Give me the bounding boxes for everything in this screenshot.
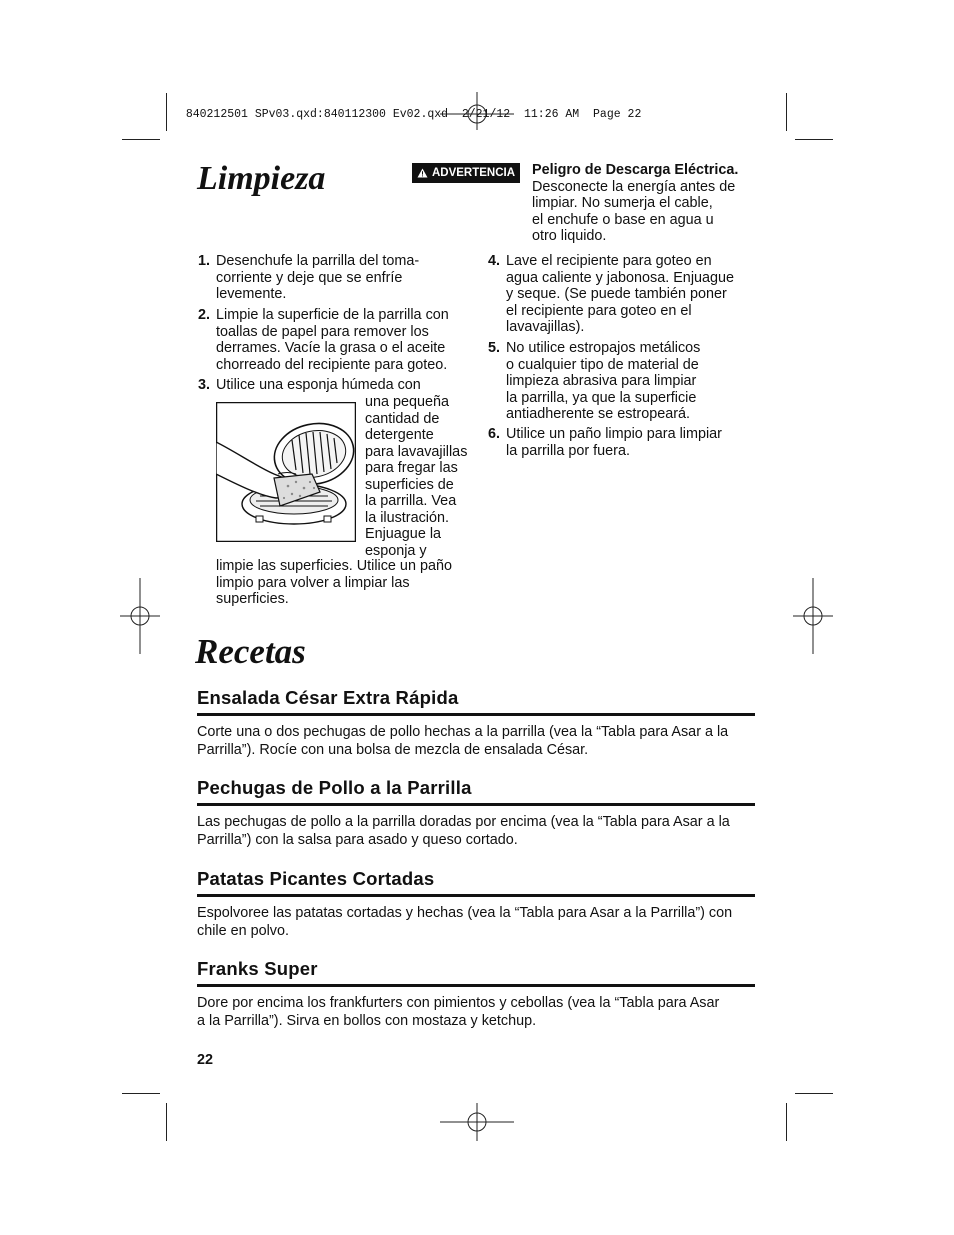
- step-line: corriente y deje que se enfríe: [216, 269, 403, 286]
- step-number: 5.: [488, 340, 501, 356]
- recipe-heading: Ensalada César Extra Rápida: [197, 687, 755, 716]
- warning-triangle-icon: [417, 168, 428, 178]
- step-line: antiadherente se estropeará.: [506, 406, 691, 422]
- warning-line: el enchufe o base en agua u: [532, 211, 714, 228]
- recipe-text: [197, 904, 757, 940]
- recipe-line: a la Parrilla”). Sirva en bollos con mostaza y ketchup.: [197, 1013, 537, 1029]
- step-line: Utilice una esponja húmeda con: [216, 377, 421, 393]
- recipe-line: Parrilla”). Rocíe con una bolsa de mezcla de ensalada César.: [197, 742, 589, 758]
- recipe-heading: Franks Super: [197, 958, 755, 987]
- step-line: Limpie la superficie de la parrilla con: [216, 307, 449, 323]
- step-number: 1.: [198, 253, 211, 269]
- registration-mark-bottom: [440, 1103, 514, 1143]
- step-line: superficies de: [365, 476, 454, 493]
- step-6: [488, 426, 722, 459]
- step-line: toallas de papel para remover los: [216, 323, 429, 340]
- step-line: la parrilla, ya que la superficie: [506, 389, 697, 406]
- step-line: Enjuague la: [365, 526, 442, 542]
- step-line: Utilice un paño limpio para limpiar: [506, 426, 722, 442]
- step-line: para fregar las: [365, 460, 458, 476]
- step-line: para lavavajillas: [365, 443, 468, 460]
- step-number: 3.: [198, 377, 211, 393]
- step-number: 4.: [488, 253, 501, 269]
- warning-line: limpiar. No sumerja el cable,: [532, 195, 713, 211]
- registration-mark-top: [440, 92, 514, 132]
- step-line: la parrilla. Vea: [365, 493, 457, 509]
- slug-time: 11:26 AM: [524, 108, 580, 121]
- registration-mark-right: [793, 578, 833, 654]
- step-line: limpie las superficies. Utilice un paño: [216, 558, 452, 574]
- step-line: la parrilla por fuera.: [506, 442, 630, 459]
- step-line: limpio para volver a limpiar las: [216, 574, 410, 591]
- recipe-text: [197, 723, 757, 759]
- slug-page: Page 22: [593, 108, 642, 121]
- warning-heading: Peligro de Descarga Eléctrica.: [532, 162, 739, 178]
- step-line: lavavajillas).: [506, 319, 585, 335]
- recipe-heading: Pechugas de Pollo a la Parrilla: [197, 777, 755, 806]
- warning-line: Desconecte la energía antes de: [532, 178, 736, 195]
- recipe-line: Dore por encima los frankfurters con pimientos y cebollas (vea la “Tabla para Asar: [197, 995, 720, 1011]
- step-line: y seque. (Se puede también poner: [506, 286, 727, 302]
- grill-cleaning-illustration: [216, 402, 356, 542]
- step-line: la ilustración.: [365, 509, 449, 526]
- step-line: detergente: [365, 427, 434, 443]
- step-line: Desenchufe la parrilla del toma-: [216, 253, 420, 269]
- step-line: No utilice estropajos metálicos: [506, 340, 701, 356]
- warning-line: otro liquido.: [532, 228, 607, 244]
- warning-label: ADVERTENCIA: [431, 167, 516, 179]
- step-3-side-text: [365, 394, 467, 559]
- warning-text: [532, 162, 738, 245]
- step-1: [198, 253, 419, 303]
- recipe-heading: Patatas Picantes Cortadas: [197, 868, 755, 897]
- recipe-line: Parrilla”) con la salsa para asado y queso cortado.: [197, 832, 518, 848]
- recipe-text: [197, 813, 757, 849]
- page-number: 22: [197, 1052, 214, 1068]
- recipe-line: Las pechugas de pollo a la parrilla doradas por encima (vea la “Tabla para Asar a la: [197, 814, 730, 830]
- step-line: levemente.: [216, 286, 287, 302]
- step-line: cantidad de: [365, 410, 440, 427]
- recipe-line: Corte una o dos pechugas de pollo hechas a la parrilla (vea la “Tabla para Asar a la: [197, 724, 729, 740]
- step-number: 2.: [198, 307, 211, 323]
- recetas-title: Recetas: [195, 632, 306, 671]
- limpieza-title: Limpieza: [197, 160, 326, 197]
- print-slug: [172, 95, 641, 121]
- warning-badge: [412, 163, 520, 183]
- step-line: Lave el recipiente para goteo en: [506, 253, 712, 269]
- step-3: [198, 377, 421, 394]
- step-line: chorreado del recipiente para goteo.: [216, 356, 448, 373]
- step-line: esponja y: [365, 542, 427, 559]
- step-number: 6.: [488, 426, 501, 442]
- step-5: [488, 340, 700, 423]
- step-line: limpieza abrasiva para limpiar: [506, 373, 697, 389]
- slug-date: 2/21/12: [461, 108, 511, 121]
- step-3-rest-text: [216, 558, 452, 608]
- recipe-text: [197, 994, 757, 1030]
- step-2: [198, 307, 449, 373]
- registration-mark-left: [120, 578, 160, 654]
- slug-file: 840212501 SPv03.qxd:840112300 Ev02.qxd: [185, 108, 449, 121]
- recipe-line: Espolvoree las patatas cortadas y hechas (vea la “Tabla para Asar a la Parrilla”) con: [197, 905, 733, 921]
- step-line: el recipiente para goteo en el: [506, 302, 692, 319]
- step-line: superficies.: [216, 591, 289, 607]
- step-line: o cualquier tipo de material de: [506, 356, 699, 373]
- step-4: [488, 253, 734, 336]
- step-line: agua caliente y jabonosa. Enjuague: [506, 269, 735, 286]
- step-line: una pequeña: [365, 394, 450, 410]
- recipe-line: chile en polvo.: [197, 923, 290, 939]
- step-line: derrames. Vacíe la grasa o el aceite: [216, 340, 446, 356]
